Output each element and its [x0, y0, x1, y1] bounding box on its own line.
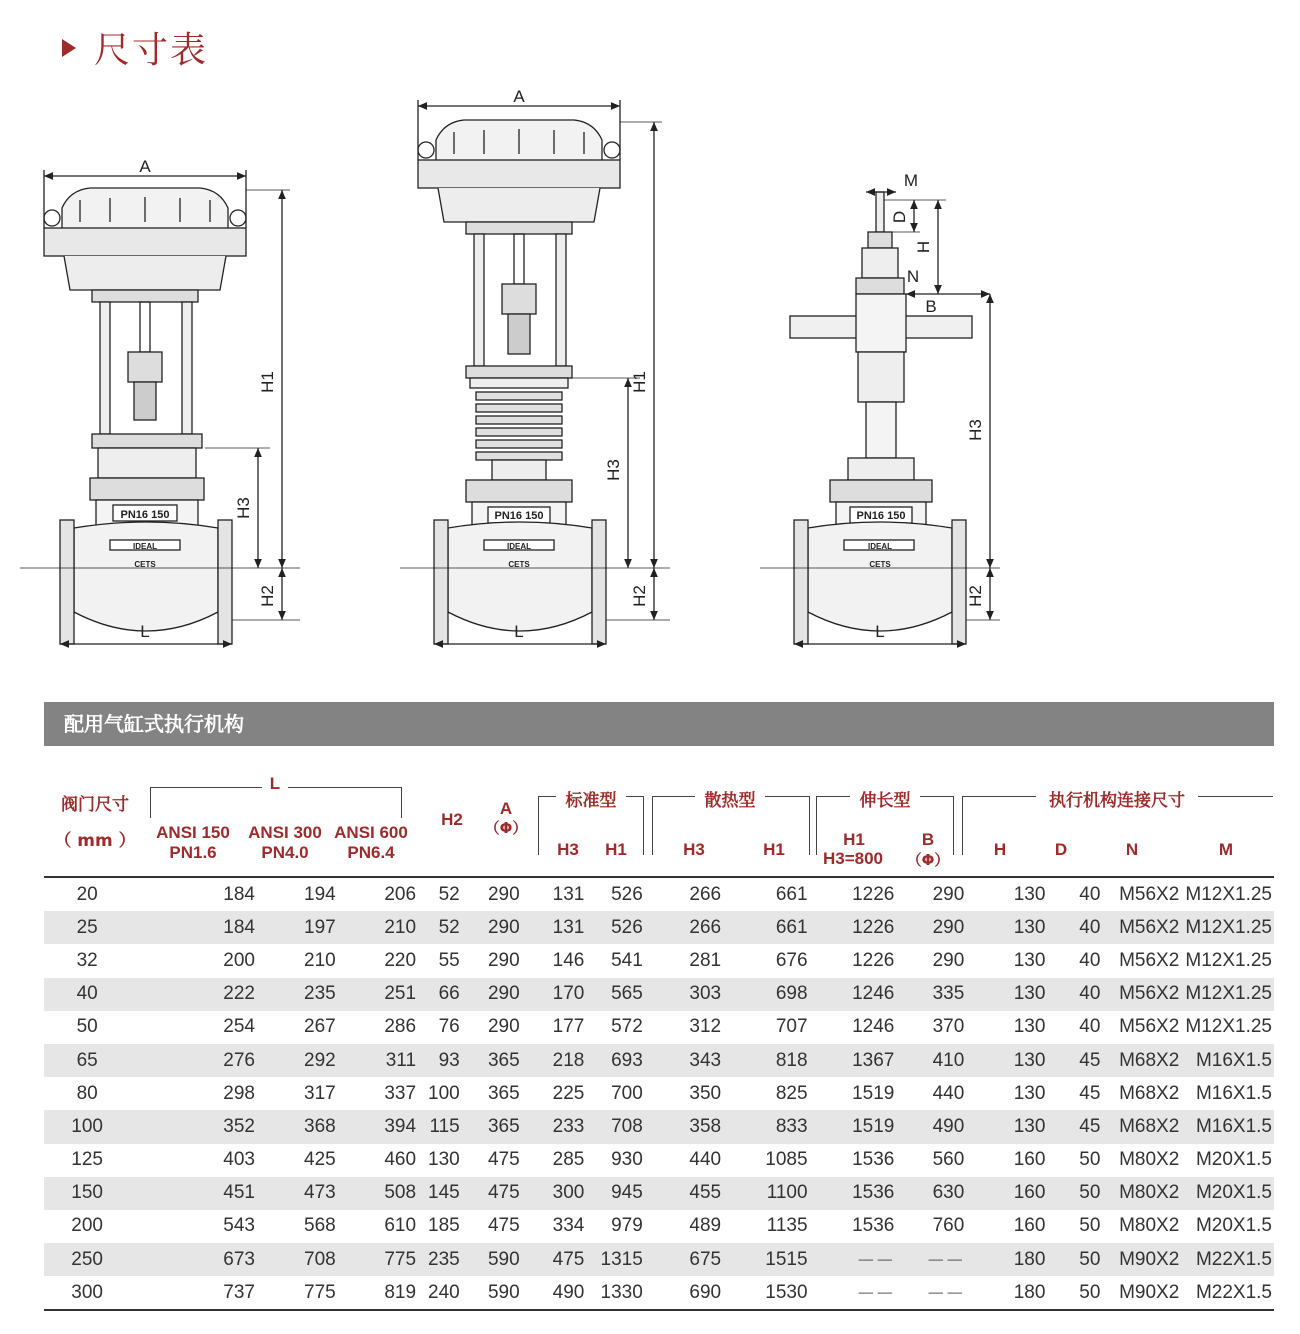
table-cell: 317 [304, 1082, 336, 1104]
table-cell: 700 [611, 1082, 643, 1104]
table-cell: M56X2 [1114, 877, 1185, 911]
table-cell: 572 [611, 1016, 643, 1038]
table-cell: M20X1.5 [1195, 1149, 1272, 1171]
table-cell: 311 [346, 1044, 428, 1077]
table-cell: 565 [594, 978, 650, 1011]
brand-label: IDEAL [133, 542, 157, 551]
table-cell: 160 [1013, 1215, 1046, 1237]
table-cell: 475 [532, 1243, 595, 1276]
table-cell: 130 [1013, 1082, 1046, 1104]
table-cell: 1085 [765, 1149, 808, 1171]
table-row [44, 1110, 1274, 1143]
header-standard: 标准型 [556, 786, 626, 811]
table-cell: 337 [384, 1082, 417, 1104]
table-cell: 130 [978, 1044, 1059, 1077]
table-cell: 693 [594, 1044, 650, 1077]
header-heat: 散热型 [695, 786, 765, 811]
table-cell: 303 [651, 978, 735, 1011]
table-cell: 177 [552, 1016, 585, 1038]
table-cell: 1519 [852, 1082, 895, 1104]
header-pn40: PN4.0 [261, 843, 309, 862]
table-cell: 235 [267, 978, 346, 1011]
table-cell: 145 [428, 1177, 472, 1210]
table-cell: 312 [689, 1016, 722, 1038]
header-a-phi: （Φ） [484, 819, 528, 837]
table-cell: 100 [428, 1082, 460, 1104]
table-cell: 1536 [816, 1177, 909, 1210]
table-cell: 630 [908, 1177, 978, 1210]
table-cell: 343 [651, 1044, 735, 1077]
table-cell: 160 [978, 1177, 1059, 1210]
table-cell: 1100 [735, 1177, 815, 1210]
table-cell: 1367 [816, 1044, 909, 1077]
table-cell: 251 [346, 978, 428, 1011]
table-cell: 55 [438, 949, 460, 971]
table-cell: 130 [1013, 949, 1046, 971]
table-cell: 233 [532, 1110, 595, 1143]
table-cell: 180 [978, 1276, 1059, 1310]
table-cell: 440 [689, 1149, 722, 1171]
extended-valve-drawing [760, 192, 1000, 644]
table-cell: 819 [346, 1276, 428, 1310]
table-cell: 1226 [816, 911, 909, 944]
table-cell: M12X1.25 [1185, 949, 1272, 971]
table-cell: 200 [223, 949, 255, 971]
brand-label: IDEAL [507, 542, 531, 551]
table-cell: 1315 [594, 1243, 650, 1276]
table-cell: 290 [472, 911, 532, 944]
table-cell: 170 [532, 978, 595, 1011]
table-cell: 825 [775, 1082, 808, 1104]
table-cell: 708 [594, 1110, 650, 1143]
table-cell: 460 [384, 1149, 417, 1171]
table-cell: 184 [130, 911, 267, 944]
dimension-table [44, 876, 1274, 1311]
table-cell: 370 [932, 1016, 965, 1038]
header-actuator: 执行机构连接尺寸 [1036, 786, 1198, 811]
table-cell: 833 [735, 1110, 815, 1143]
header-n: N [1125, 840, 1139, 859]
table-cell: 40 [1079, 949, 1101, 971]
header-a: A [499, 799, 513, 818]
table-row [44, 1144, 1274, 1177]
table-cell: 131 [532, 877, 595, 911]
table-cell: 130 [978, 911, 1059, 944]
table-cell: 52 [428, 877, 472, 911]
table-cell: 568 [304, 1215, 336, 1237]
table-cell: 40 [1079, 1016, 1101, 1038]
table-cell: 300 [44, 1276, 130, 1310]
table-cell: 184 [130, 877, 267, 911]
table-cell: M90X2 [1114, 1243, 1185, 1276]
table-cell: 200 [71, 1215, 103, 1237]
header-d: D [1054, 840, 1068, 859]
table-row [44, 978, 1274, 1011]
table-cell: 930 [611, 1149, 643, 1171]
dim-l-label: L [140, 622, 150, 641]
table-cell: 130 [1013, 1016, 1046, 1038]
table-cell: 365 [472, 1044, 532, 1077]
table-cell: 1246 [816, 978, 909, 1011]
table-cell: 335 [908, 978, 978, 1011]
header-ext-h1: H1 [843, 830, 865, 849]
brand-label: IDEAL [868, 542, 892, 551]
table-cell: 40 [44, 978, 130, 1011]
table-cell: 368 [267, 1110, 346, 1143]
table-cell: 1246 [852, 1016, 895, 1038]
table-cell: 394 [346, 1110, 428, 1143]
table-cell: M68X2 [1114, 1110, 1185, 1143]
table-cell: 543 [223, 1215, 255, 1237]
header-l: L [262, 774, 288, 794]
table-cell: 276 [130, 1044, 267, 1077]
dim-a-label: A [139, 157, 151, 176]
dim-h1-label: H1 [630, 371, 649, 393]
table-cell: 76 [438, 1016, 460, 1038]
table-cell: M20X1.5 [1185, 1177, 1274, 1210]
table-cell: 945 [594, 1177, 650, 1210]
table-cell: 610 [384, 1215, 417, 1237]
table-cell: 350 [689, 1082, 722, 1104]
table-cell: 130 [978, 877, 1059, 911]
table-cell: 526 [594, 877, 650, 911]
table-cell: 197 [267, 911, 346, 944]
header-heat-h1: H1 [763, 840, 785, 859]
table-cell: 266 [651, 877, 735, 911]
table-cell: 222 [130, 978, 267, 1011]
table-cell: 220 [384, 949, 417, 971]
table-cell: 290 [487, 949, 520, 971]
table-cell: 194 [267, 877, 346, 911]
table-cell: M80X2 [1119, 1215, 1180, 1237]
table-cell: 50 [1079, 1149, 1101, 1171]
header-ansi300: ANSI 300 [248, 823, 322, 842]
table-cell: 707 [775, 1016, 808, 1038]
table-cell: 775 [346, 1243, 428, 1276]
table-cell: 560 [932, 1149, 965, 1171]
table-cell: M56X2 [1119, 1016, 1180, 1038]
header-extended: 伸长型 [850, 786, 920, 811]
table-cell: 50 [1079, 1215, 1101, 1237]
dim-m-label: M [903, 171, 919, 190]
table-cell: 93 [428, 1044, 472, 1077]
table-cell: 66 [428, 978, 472, 1011]
table-cell: 210 [304, 949, 336, 971]
header-b-phi: （Φ） [906, 851, 950, 869]
table-row [44, 911, 1274, 944]
table-cell: M80X2 [1114, 1177, 1185, 1210]
table-row [44, 1011, 1274, 1044]
section-title-bar: 配用气缸式执行机构 [44, 702, 1274, 746]
dim-h2-label: H2 [630, 585, 649, 607]
table-cell: 1226 [852, 949, 895, 971]
dim-l-label: L [875, 622, 885, 641]
table-cell: 266 [651, 911, 735, 944]
table-cell: M80X2 [1119, 1149, 1180, 1171]
table-cell: 508 [346, 1177, 428, 1210]
table-cell: －－ [908, 1276, 978, 1310]
table-cell: 708 [267, 1243, 346, 1276]
table-cell: 979 [611, 1215, 643, 1237]
table-cell: M12X1.25 [1185, 877, 1274, 911]
table-cell: 290 [908, 911, 978, 944]
table-cell: 475 [472, 1177, 532, 1210]
table-cell: 185 [428, 1215, 460, 1237]
table-cell: 146 [552, 949, 585, 971]
table-cell: 1536 [852, 1215, 895, 1237]
table-cell: M20X1.5 [1195, 1215, 1272, 1237]
table-cell: 40 [1059, 978, 1114, 1011]
table-cell: 281 [689, 949, 722, 971]
table-cell: M56X2 [1114, 978, 1185, 1011]
table-cell: 45 [1059, 1044, 1114, 1077]
table-cell: 661 [735, 911, 815, 944]
table-cell: 50 [1059, 1276, 1114, 1310]
table-cell: 45 [1059, 1110, 1114, 1143]
table-cell: 80 [76, 1082, 98, 1104]
table-cell: 673 [130, 1243, 267, 1276]
table-cell: 775 [267, 1276, 346, 1310]
header-size: 阀门尺寸 [61, 795, 129, 815]
dim-d-label: D [890, 210, 909, 224]
table-row [44, 1044, 1274, 1077]
dim-b-label: B [925, 297, 937, 316]
table-cell: 698 [735, 978, 815, 1011]
mark-label: CETS [134, 560, 156, 569]
header-heat-h3: H3 [683, 840, 705, 859]
table-cell: 286 [384, 1016, 417, 1038]
table-cell: 1536 [852, 1149, 895, 1171]
table-cell: 130 [428, 1149, 460, 1171]
nameplate-label: PN16 150 [856, 510, 906, 522]
table-cell: 292 [267, 1044, 346, 1077]
table-cell: 240 [428, 1276, 472, 1310]
table-cell: 1515 [735, 1243, 815, 1276]
table-cell: 254 [223, 1016, 255, 1038]
header-std-h1: H1 [605, 840, 627, 859]
table-cell: 50 [1059, 1177, 1114, 1210]
dim-l-label: L [514, 622, 524, 641]
nameplate-label: PN16 150 [494, 510, 544, 522]
table-cell: 298 [223, 1082, 255, 1104]
table-cell: 267 [304, 1016, 336, 1038]
table-cell: 290 [932, 949, 965, 971]
table-cell: 100 [44, 1110, 130, 1143]
table-cell: M56X2 [1114, 911, 1185, 944]
table-cell: 40 [1059, 877, 1114, 911]
header-std-h3: H3 [557, 840, 579, 859]
mark-label: CETS [869, 560, 891, 569]
table-cell: M68X2 [1119, 1082, 1180, 1104]
table-cell: 300 [532, 1177, 595, 1210]
table-row [44, 1077, 1274, 1110]
table-row [44, 1243, 1274, 1276]
header-pn16: PN1.6 [169, 843, 217, 862]
table-cell: 489 [689, 1215, 722, 1237]
table-cell: M68X2 [1114, 1044, 1185, 1077]
table-cell: 410 [908, 1044, 978, 1077]
table-cell: 455 [651, 1177, 735, 1210]
table-cell: M56X2 [1119, 949, 1180, 971]
table-cell: 65 [44, 1044, 130, 1077]
table-cell: 45 [1079, 1082, 1101, 1104]
table-cell: 1530 [735, 1276, 815, 1310]
table-cell: 526 [594, 911, 650, 944]
table-cell: 52 [428, 911, 472, 944]
nameplate-label: PN16 150 [120, 509, 170, 521]
table-cell: 590 [472, 1243, 532, 1276]
table-cell: M16X1.5 [1185, 1110, 1274, 1143]
table-row [44, 944, 1274, 977]
table-cell: 1135 [766, 1215, 808, 1237]
header-ansi150: ANSI 150 [156, 823, 230, 842]
table-cell: 352 [130, 1110, 267, 1143]
table-cell: M22X1.5 [1185, 1243, 1274, 1276]
standard-valve-drawing [20, 170, 300, 644]
dim-h3-label: H3 [234, 497, 253, 519]
table-cell: 250 [44, 1243, 130, 1276]
mark-label: CETS [508, 560, 530, 569]
table-cell: M90X2 [1114, 1276, 1185, 1310]
dim-h2-label: H2 [258, 585, 277, 607]
table-cell: M16X1.5 [1185, 1044, 1274, 1077]
table-cell: －－ [908, 1243, 978, 1276]
table-cell: 32 [76, 949, 98, 971]
table-cell: 675 [651, 1243, 735, 1276]
table-cell: 290 [908, 877, 978, 911]
table-cell: 475 [487, 1215, 520, 1237]
table-cell: 473 [267, 1177, 346, 1210]
table-cell: 1330 [594, 1276, 650, 1310]
table-cell: 475 [487, 1149, 520, 1171]
table-cell: 25 [44, 911, 130, 944]
dim-h-label: H [914, 240, 933, 254]
dim-a-label: A [513, 87, 525, 106]
dim-n-label: N [906, 267, 920, 286]
table-row [44, 1210, 1274, 1243]
table-cell: 490 [532, 1276, 595, 1310]
table-cell: 218 [532, 1044, 595, 1077]
table-cell: 290 [487, 1016, 520, 1038]
page-title: 尺寸表 [62, 22, 208, 73]
table-cell: 210 [346, 911, 428, 944]
table-cell: 225 [552, 1082, 585, 1104]
header-ansi600: ANSI 600 [334, 823, 408, 842]
table-cell: M12X1.25 [1185, 1016, 1272, 1038]
table-cell: 818 [735, 1044, 815, 1077]
table-cell: 690 [651, 1276, 735, 1310]
table-cell: M22X1.5 [1185, 1276, 1274, 1310]
table-row [44, 877, 1274, 911]
table-cell: 590 [472, 1276, 532, 1310]
table-cell: 40 [1059, 911, 1114, 944]
table-cell: 403 [223, 1149, 255, 1171]
table-cell: 334 [552, 1215, 585, 1237]
header-size-unit: （ mm ） [54, 831, 136, 851]
table-cell: 676 [775, 949, 808, 971]
table-cell: 125 [71, 1149, 103, 1171]
table-cell: 440 [932, 1082, 965, 1104]
table-cell: 490 [908, 1110, 978, 1143]
table-row [44, 1177, 1274, 1210]
table-cell: 661 [735, 877, 815, 911]
table-cell: 1519 [816, 1110, 909, 1143]
table-cell: 737 [130, 1276, 267, 1310]
table-cell: 365 [472, 1110, 532, 1143]
table-cell: 358 [651, 1110, 735, 1143]
header-b: B [921, 830, 935, 849]
table-cell: 235 [428, 1243, 472, 1276]
table-cell: 115 [428, 1110, 472, 1143]
table-cell: 290 [472, 877, 532, 911]
table-cell: 150 [44, 1177, 130, 1210]
table-cell: M12X1.25 [1185, 978, 1274, 1011]
dim-h1-label: H1 [258, 371, 277, 393]
table-cell: 425 [304, 1149, 336, 1171]
table-cell: M12X1.25 [1185, 911, 1274, 944]
dim-h3-label: H3 [966, 419, 985, 441]
table-cell: 130 [978, 1110, 1059, 1143]
table-cell: 451 [130, 1177, 267, 1210]
table-cell: －－ [816, 1276, 909, 1310]
table-cell: 1226 [816, 877, 909, 911]
header-ext-h3: H3=800 [822, 849, 884, 868]
header-m: M [1218, 840, 1234, 859]
table-cell: 160 [1013, 1149, 1046, 1171]
header-h: H [993, 840, 1007, 859]
table-cell: 20 [44, 877, 130, 911]
table-cell: 206 [346, 877, 428, 911]
dim-h2-label: H2 [966, 585, 985, 607]
table-cell: 131 [532, 911, 595, 944]
header-pn64: PN6.4 [347, 843, 395, 862]
table-cell: 180 [978, 1243, 1059, 1276]
table-cell: M16X1.5 [1195, 1082, 1272, 1104]
table-cell: 290 [472, 978, 532, 1011]
dim-h3-label: H3 [604, 459, 623, 481]
header-h2: H2 [441, 810, 463, 829]
table-cell: 50 [1059, 1243, 1114, 1276]
table-cell: 130 [978, 978, 1059, 1011]
table-cell: －－ [816, 1243, 909, 1276]
table-cell: 50 [76, 1016, 98, 1038]
table-row [44, 1276, 1274, 1310]
table-cell: 285 [552, 1149, 585, 1171]
table-cell: 760 [932, 1215, 965, 1237]
table-cell: 365 [487, 1082, 520, 1104]
table-cell: 541 [611, 949, 643, 971]
